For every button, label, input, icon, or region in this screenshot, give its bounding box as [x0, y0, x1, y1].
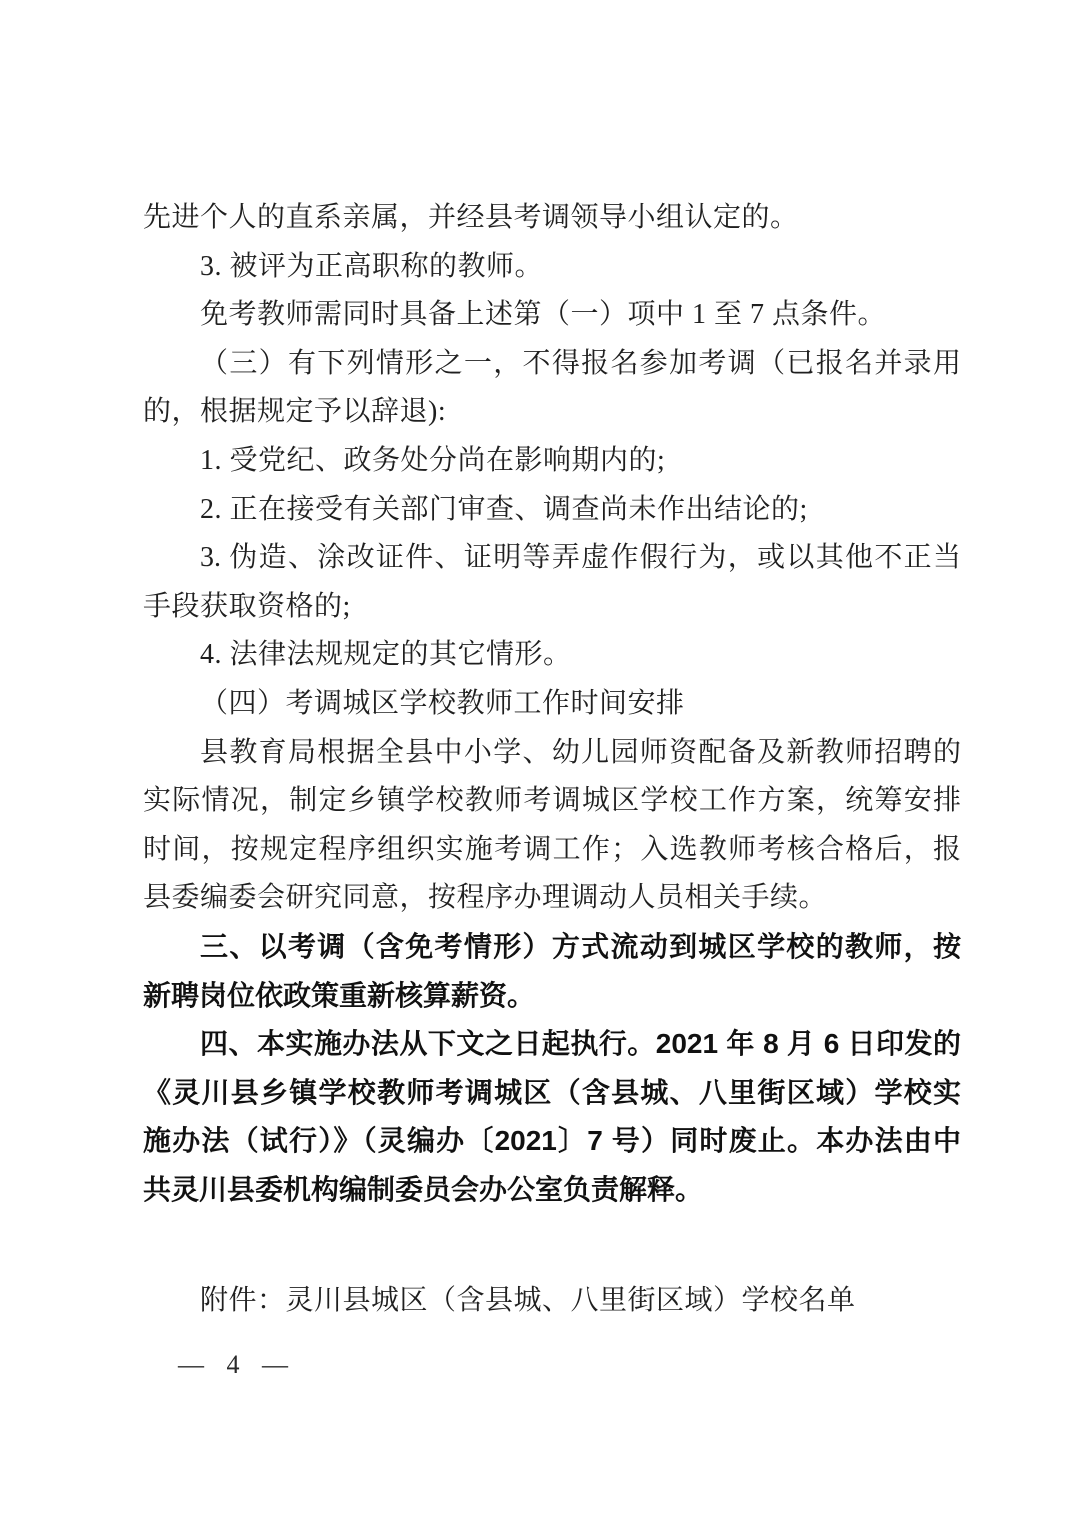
document-line: 手段获取资格的;	[143, 590, 351, 622]
page-number: — 4 —	[178, 1350, 289, 1380]
document-line: 2. 正在接受有关部门审查、调查尚未作出结论的;	[200, 493, 808, 525]
document-line: 4. 法律法规规定的其它情形。	[200, 639, 572, 671]
document-line: 四、本实施办法从下文之日起执行。2021 年 8 月 6 日印发的	[200, 1028, 961, 1060]
document-line: 时间，按规定程序组织实施考调工作；入选教师考核合格后，报	[143, 833, 961, 865]
document-line: 先进个人的直系亲属，并经县考调领导小组认定的。	[143, 202, 799, 233]
document-line: 的，根据规定予以辞退):	[143, 396, 447, 428]
document-line: 县教育局根据全县中小学、幼儿园师资配备及新教师招聘的	[200, 736, 961, 768]
document-line: （四）考调城区学校教师工作时间安排	[200, 687, 685, 719]
document-line: 3. 被评为正高职称的教师。	[200, 250, 544, 282]
document-line: 县委编委会研究同意，按程序办理调动人员相关手续。	[143, 882, 828, 914]
document-line: 实际情况，制定乡镇学校教师考调城区学校工作方案，统筹安排	[143, 785, 961, 817]
attachment-line: 附件：灵川县城区（含县城、八里街区域）学校名单	[200, 1285, 856, 1317]
document-line: 施办法（试行）》（灵编办〔2021〕7 号）同时废止。本办法由中	[143, 1125, 961, 1157]
document-body	[143, 194, 961, 1382]
document-line: 共灵川县委机构编制委员会办公室负责解释。	[143, 1173, 704, 1205]
document-line: 免考教师需同时具备上述第（一）项中 1 至 7 点条件。	[200, 299, 887, 331]
document-line: （三）有下列情形之一，不得报名参加考调（已报名并录用	[200, 347, 961, 379]
document-line: 三、以考调（含免考情形）方式流动到城区学校的教师，按	[200, 930, 961, 962]
document-line: 3. 伪造、涂改证件、证明等弄虚作假行为，或以其他不正当	[200, 542, 961, 574]
document-line: 新聘岗位依政策重新核算薪资。	[143, 979, 536, 1011]
document-line: 1. 受党纪、政务处分尚在影响期内的;	[200, 444, 666, 476]
document-line: 《灵川县乡镇学校教师考调城区（含县城、八里街区域）学校实	[143, 1076, 961, 1108]
